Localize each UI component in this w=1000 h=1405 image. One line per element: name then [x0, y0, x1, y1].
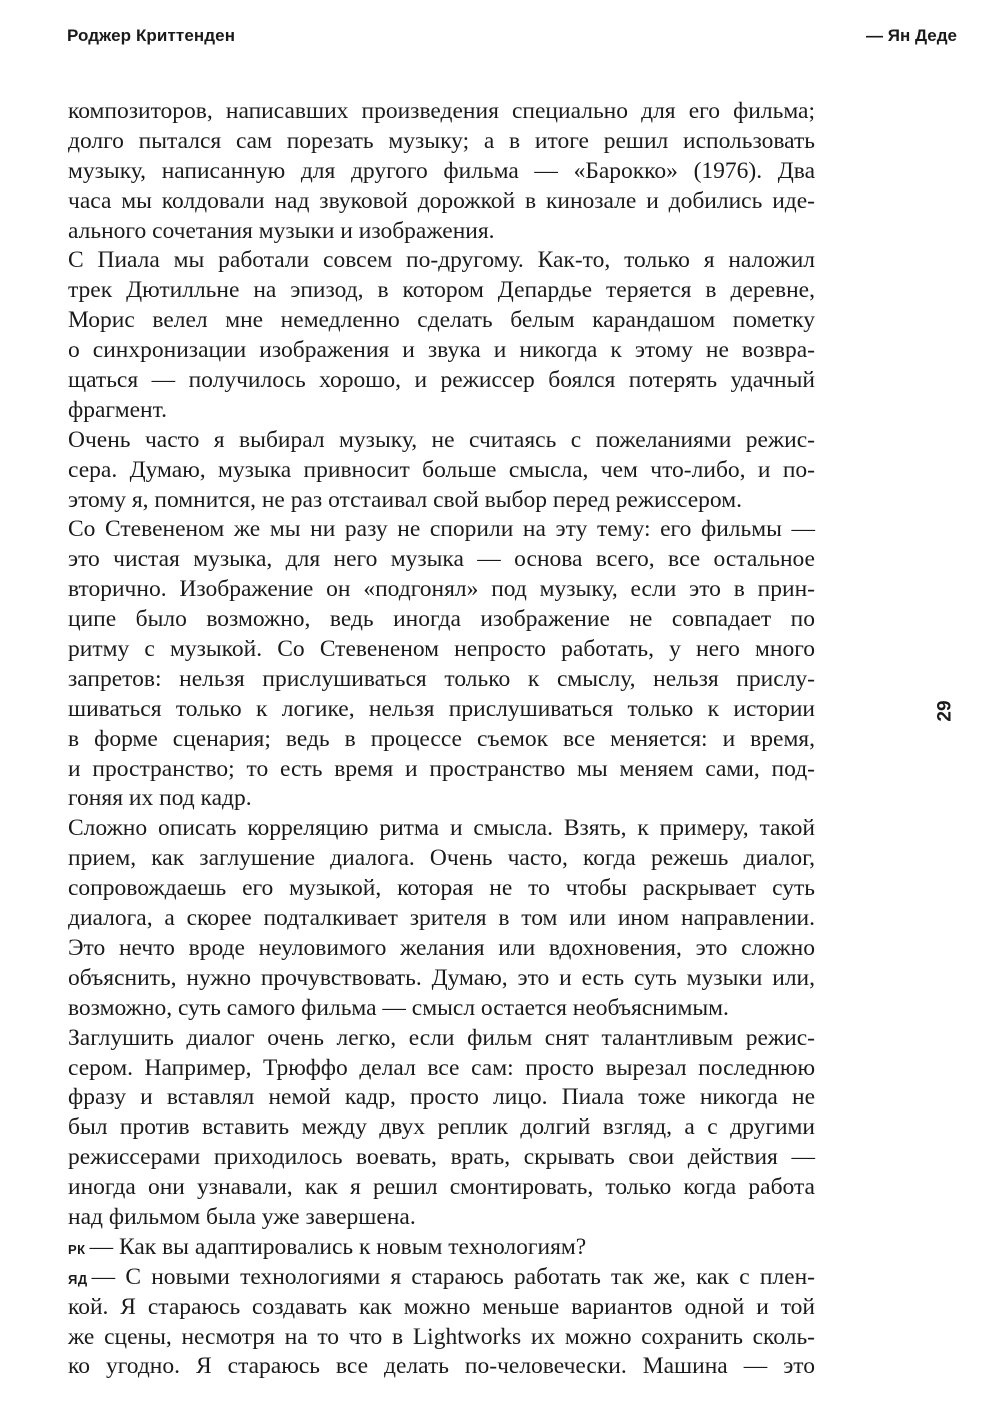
text-line [68, 1203, 815, 1233]
text-line [68, 1143, 815, 1173]
text-line [68, 784, 815, 814]
line-text: о синхронизации изображения и звука и никогда к этому не возвра- [68, 337, 815, 364]
text-line [68, 276, 815, 306]
line-text: ального сочетания музыки и изображения. [68, 217, 495, 244]
line-text: кой. Я стараюсь создавать как можно меньше вариантов одной и той [68, 1293, 815, 1320]
text-line [68, 515, 815, 545]
line-text: музыку, написанную для другого фильма — «Барокко» (1976). Два [68, 157, 815, 184]
line-text: возможно, суть самого фильма — смысл остается необъяснимым. [68, 994, 729, 1021]
body-text [68, 97, 815, 1382]
text-line [68, 486, 815, 516]
line-text: объяснить, нужно прочувствовать. Думаю, это и есть суть музыки или, [68, 964, 815, 991]
text-line [68, 1113, 815, 1143]
text-line [68, 97, 815, 127]
text-line [68, 1293, 815, 1323]
text-line [68, 1263, 815, 1293]
running-header-author: Роджер Криттенден [67, 26, 236, 45]
line-text: — Как вы адаптировались к новым технологиям? [89, 1233, 587, 1260]
line-text: сопровождаешь его музыкой, которая не то чтобы раскрывает суть [68, 875, 815, 902]
line-text: над фильмом была уже завершена. [68, 1203, 416, 1230]
text-line [68, 844, 815, 874]
text-line [68, 366, 815, 396]
line-text: и пространство; то есть время и пространство мы меняем сами, под- [68, 755, 815, 782]
speaker-label: ЯД [68, 1271, 88, 1287]
line-text: Морис велел мне немедленно сделать белым карандашом пометку [68, 307, 815, 334]
text-line [68, 396, 815, 426]
text-line [68, 934, 815, 964]
line-text: Заглушить диалог очень легко, если фильм снят талантливым режис- [68, 1024, 815, 1051]
line-text: диалога, а скорее подталкивает зрителя в том или ином направлении. [68, 905, 815, 932]
text-line [68, 1233, 815, 1263]
line-text: сером. Например, Трюффо делал все сам: просто вырезал последнюю [68, 1054, 815, 1081]
line-text: этому я, помнится, не раз отстаивал свой выбор перед режиссером. [68, 486, 742, 513]
text-line [68, 246, 815, 276]
text-line [68, 426, 815, 456]
text-line [68, 695, 815, 725]
line-text: Сложно описать корреляцию ритма и смысла. Взять, к примеру, такой [68, 815, 815, 842]
line-text: это чистая музыка, для него музыка — основа всего, все остальное [68, 546, 815, 573]
text-line [68, 605, 815, 635]
line-text: Очень часто я выбирал музыку, не считаясь с пожеланиями режис- [68, 426, 815, 453]
line-text: прием, как заглушение диалога. Очень часто, когда режешь диалог, [68, 845, 815, 872]
text-line [68, 127, 815, 157]
line-text: Со Стевененом же мы ни разу не спорили на эту тему: его фильмы — [68, 516, 815, 543]
line-text: щаться — получилось хорошо, и режиссер боялся потерять удачный [68, 367, 815, 394]
text-line [68, 1173, 815, 1203]
text-line [68, 725, 815, 755]
line-text: запретов: нельзя прислушиваться только к смыслу, нельзя прислу- [68, 665, 815, 692]
line-text: ко угодно. Я стараюсь все делать по-человечески. Машина — это [68, 1353, 815, 1380]
line-text: композиторов, написавших произведения специально для его фильма; [68, 98, 815, 124]
text-line [68, 755, 815, 785]
text-line [68, 217, 815, 247]
line-text: Это нечто вроде неуловимого желания или вдохновения, это сложно [68, 934, 815, 961]
text-line [68, 665, 815, 695]
text-line [68, 575, 815, 605]
line-text: ритму с музыкой. Со Стевененом непросто работать, у него много [68, 636, 815, 663]
line-text: — С новыми технологиями я стараюсь работать так же, как с плен- [91, 1263, 815, 1290]
line-text: режиссерами приходилось воевать, врать, скрывать свои действия — [68, 1144, 815, 1171]
line-text: в форме сценария; ведь в процессе съемок все меняется: и время, [68, 725, 815, 752]
page-number: 29 [934, 700, 956, 722]
text-line [68, 635, 815, 665]
line-text: сера. Думаю, музыка привносит больше смысла, чем что-либо, и по- [68, 456, 815, 483]
text-line [68, 904, 815, 934]
text-line [68, 1352, 815, 1382]
text-line [68, 814, 815, 844]
text-line [68, 336, 815, 366]
text-line [68, 157, 815, 187]
line-text: фразу и вставлял немой кадр, просто лицо. Пиала тоже никогда не [68, 1084, 815, 1111]
line-text: фрагмент. [68, 396, 167, 423]
line-text: гоняя их под кадр. [68, 785, 252, 812]
line-text: же сцены, несмотря на то что в Lightworks их можно сохранить сколь- [68, 1323, 815, 1350]
text-line [68, 187, 815, 217]
line-text: был против вставить между двух реплик долгий взгляд, а с другими [68, 1114, 815, 1141]
line-text: часа мы колдовали над звуковой дорожкой в кинозале и добились иде- [68, 187, 815, 214]
text-line [68, 994, 815, 1024]
text-line [68, 306, 815, 336]
text-line [68, 1054, 815, 1084]
line-text: иногда они узнавали, как я решил смонтировать, только когда работа [68, 1174, 815, 1201]
text-line [68, 1083, 815, 1113]
line-text: вторично. Изображение он «подгонял» под музыку, если это в прин- [68, 576, 815, 603]
line-text: С Пиала мы работали совсем по-другому. Как-то, только я наложил [68, 247, 815, 274]
speaker-label: РК [68, 1241, 86, 1257]
text-line [68, 1024, 815, 1054]
text-line [68, 874, 815, 904]
text-line [68, 456, 815, 486]
running-header-subject: — Ян Деде [866, 26, 957, 45]
text-line [68, 964, 815, 994]
text-line [68, 545, 815, 575]
line-text: долго пытался сам порезать музыку; а в итоге решил использовать [68, 127, 815, 154]
line-text: трек Дютилльне на эпизод, в котором Депардье теряется в деревне, [68, 277, 815, 304]
text-line [68, 1323, 815, 1353]
line-text: ципе было возможно, ведь иногда изображение не совпадает по [68, 606, 815, 633]
line-text: шиваться только к логике, нельзя прислушиваться только к истории [68, 695, 815, 722]
